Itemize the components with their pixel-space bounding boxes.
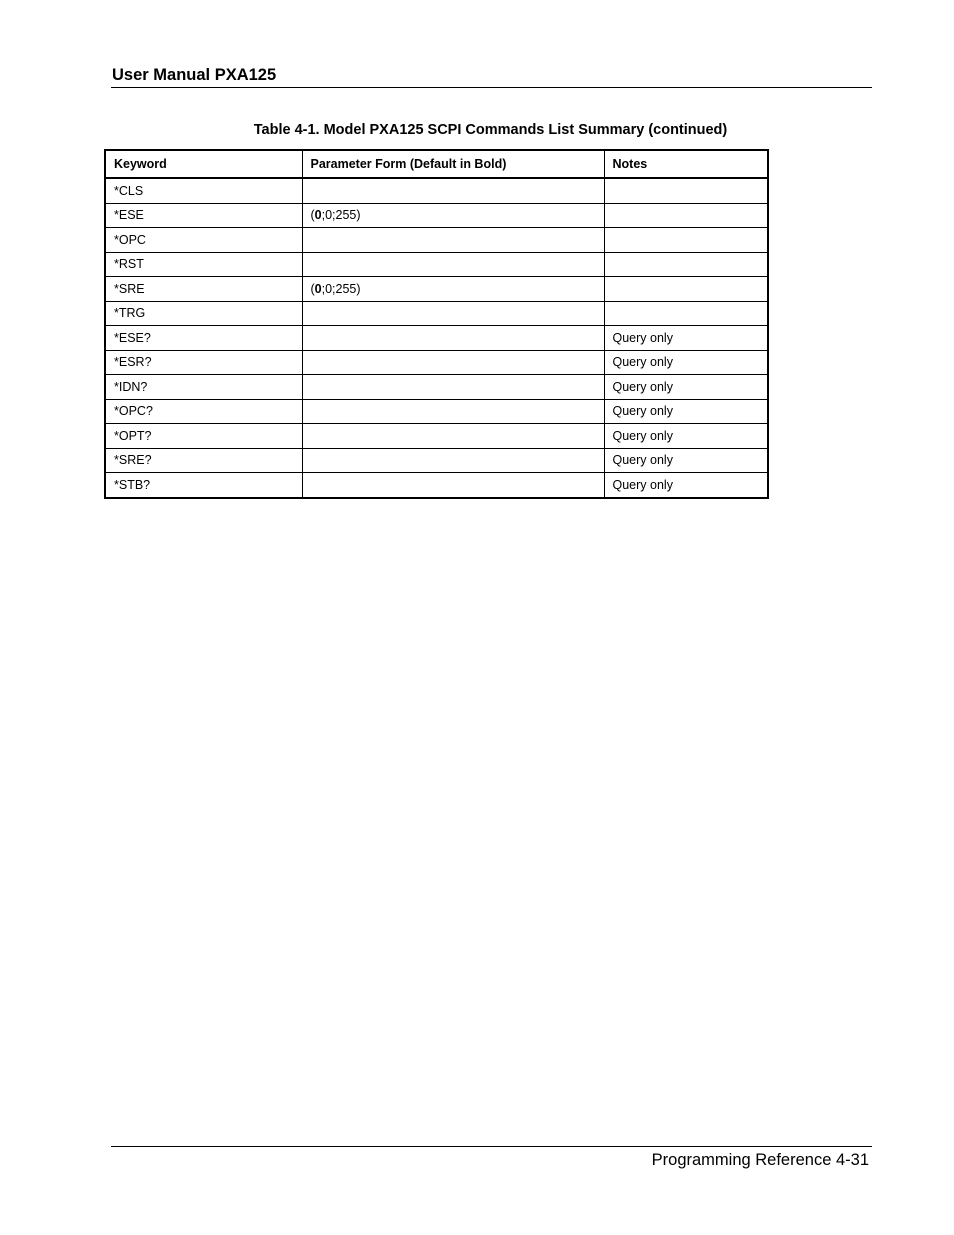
parameter-cell: [302, 178, 604, 203]
document-title: User Manual PXA125: [112, 66, 277, 84]
parameter-cell: [302, 326, 604, 351]
table-row: [105, 203, 768, 228]
page-number: Programming Reference 4-31: [651, 1151, 869, 1169]
keyword-cell: *ESE?: [105, 326, 302, 351]
notes-cell: Query only: [604, 350, 768, 375]
keyword-cell: *IDN?: [105, 375, 302, 400]
parameter-cell: [302, 203, 604, 228]
table-row: [105, 178, 768, 203]
notes-cell: Query only: [604, 424, 768, 449]
column-header-notes: Notes: [604, 150, 768, 178]
column-header-parameter-form: Parameter Form (Default in Bold): [302, 150, 604, 178]
table-row: [105, 448, 768, 473]
keyword-cell: *OPT?: [105, 424, 302, 449]
keyword-cell: *STB?: [105, 473, 302, 498]
table-row: [105, 228, 768, 253]
param-default: 0: [314, 281, 322, 296]
notes-cell: Query only: [604, 473, 768, 498]
notes-cell: [604, 228, 768, 253]
parameter-cell: [302, 228, 604, 253]
table-caption: Table 4-1. Model PXA125 SCPI Commands List Summary (continued): [253, 122, 728, 138]
param-prefix: (: [310, 281, 315, 296]
notes-cell: [604, 301, 768, 326]
page-footer: [111, 1146, 872, 1169]
keyword-cell: *SRE: [105, 277, 302, 302]
table-row: [105, 473, 768, 498]
notes-cell: Query only: [604, 375, 768, 400]
keyword-cell: *TRG: [105, 301, 302, 326]
notes-cell: [604, 252, 768, 277]
notes-cell: [604, 277, 768, 302]
parameter-cell: [302, 375, 604, 400]
parameter-cell: [302, 350, 604, 375]
notes-cell: [604, 178, 768, 203]
notes-cell: Query only: [604, 448, 768, 473]
column-header-keyword: Keyword: [105, 150, 302, 178]
table-row: [105, 399, 768, 424]
commands-table: [104, 149, 769, 499]
parameter-cell: [302, 277, 604, 302]
keyword-cell: *SRE?: [105, 448, 302, 473]
notes-cell: [604, 203, 768, 228]
table-row: [105, 326, 768, 351]
keyword-cell: *OPC?: [105, 399, 302, 424]
table-row: [105, 375, 768, 400]
notes-cell: Query only: [604, 326, 768, 351]
keyword-cell: *RST: [105, 252, 302, 277]
table-row: [105, 252, 768, 277]
table-header-row: [105, 150, 768, 178]
parameter-cell: [302, 424, 604, 449]
param-suffix: ;0;255): [321, 281, 361, 296]
parameter-cell: [302, 399, 604, 424]
table-row: [105, 424, 768, 449]
page-header: [111, 64, 872, 88]
parameter-cell: [302, 448, 604, 473]
param-default: 0: [314, 208, 322, 223]
notes-cell: Query only: [604, 399, 768, 424]
keyword-cell: *ESE: [105, 203, 302, 228]
param-prefix: (: [310, 208, 315, 223]
keyword-cell: *OPC: [105, 228, 302, 253]
table-row: [105, 277, 768, 302]
param-suffix: ;0;255): [321, 208, 361, 223]
parameter-cell: [302, 301, 604, 326]
table-row: [105, 350, 768, 375]
parameter-cell: [302, 252, 604, 277]
keyword-cell: *CLS: [105, 178, 302, 203]
parameter-cell: [302, 473, 604, 498]
keyword-cell: *ESR?: [105, 350, 302, 375]
table-row: [105, 301, 768, 326]
